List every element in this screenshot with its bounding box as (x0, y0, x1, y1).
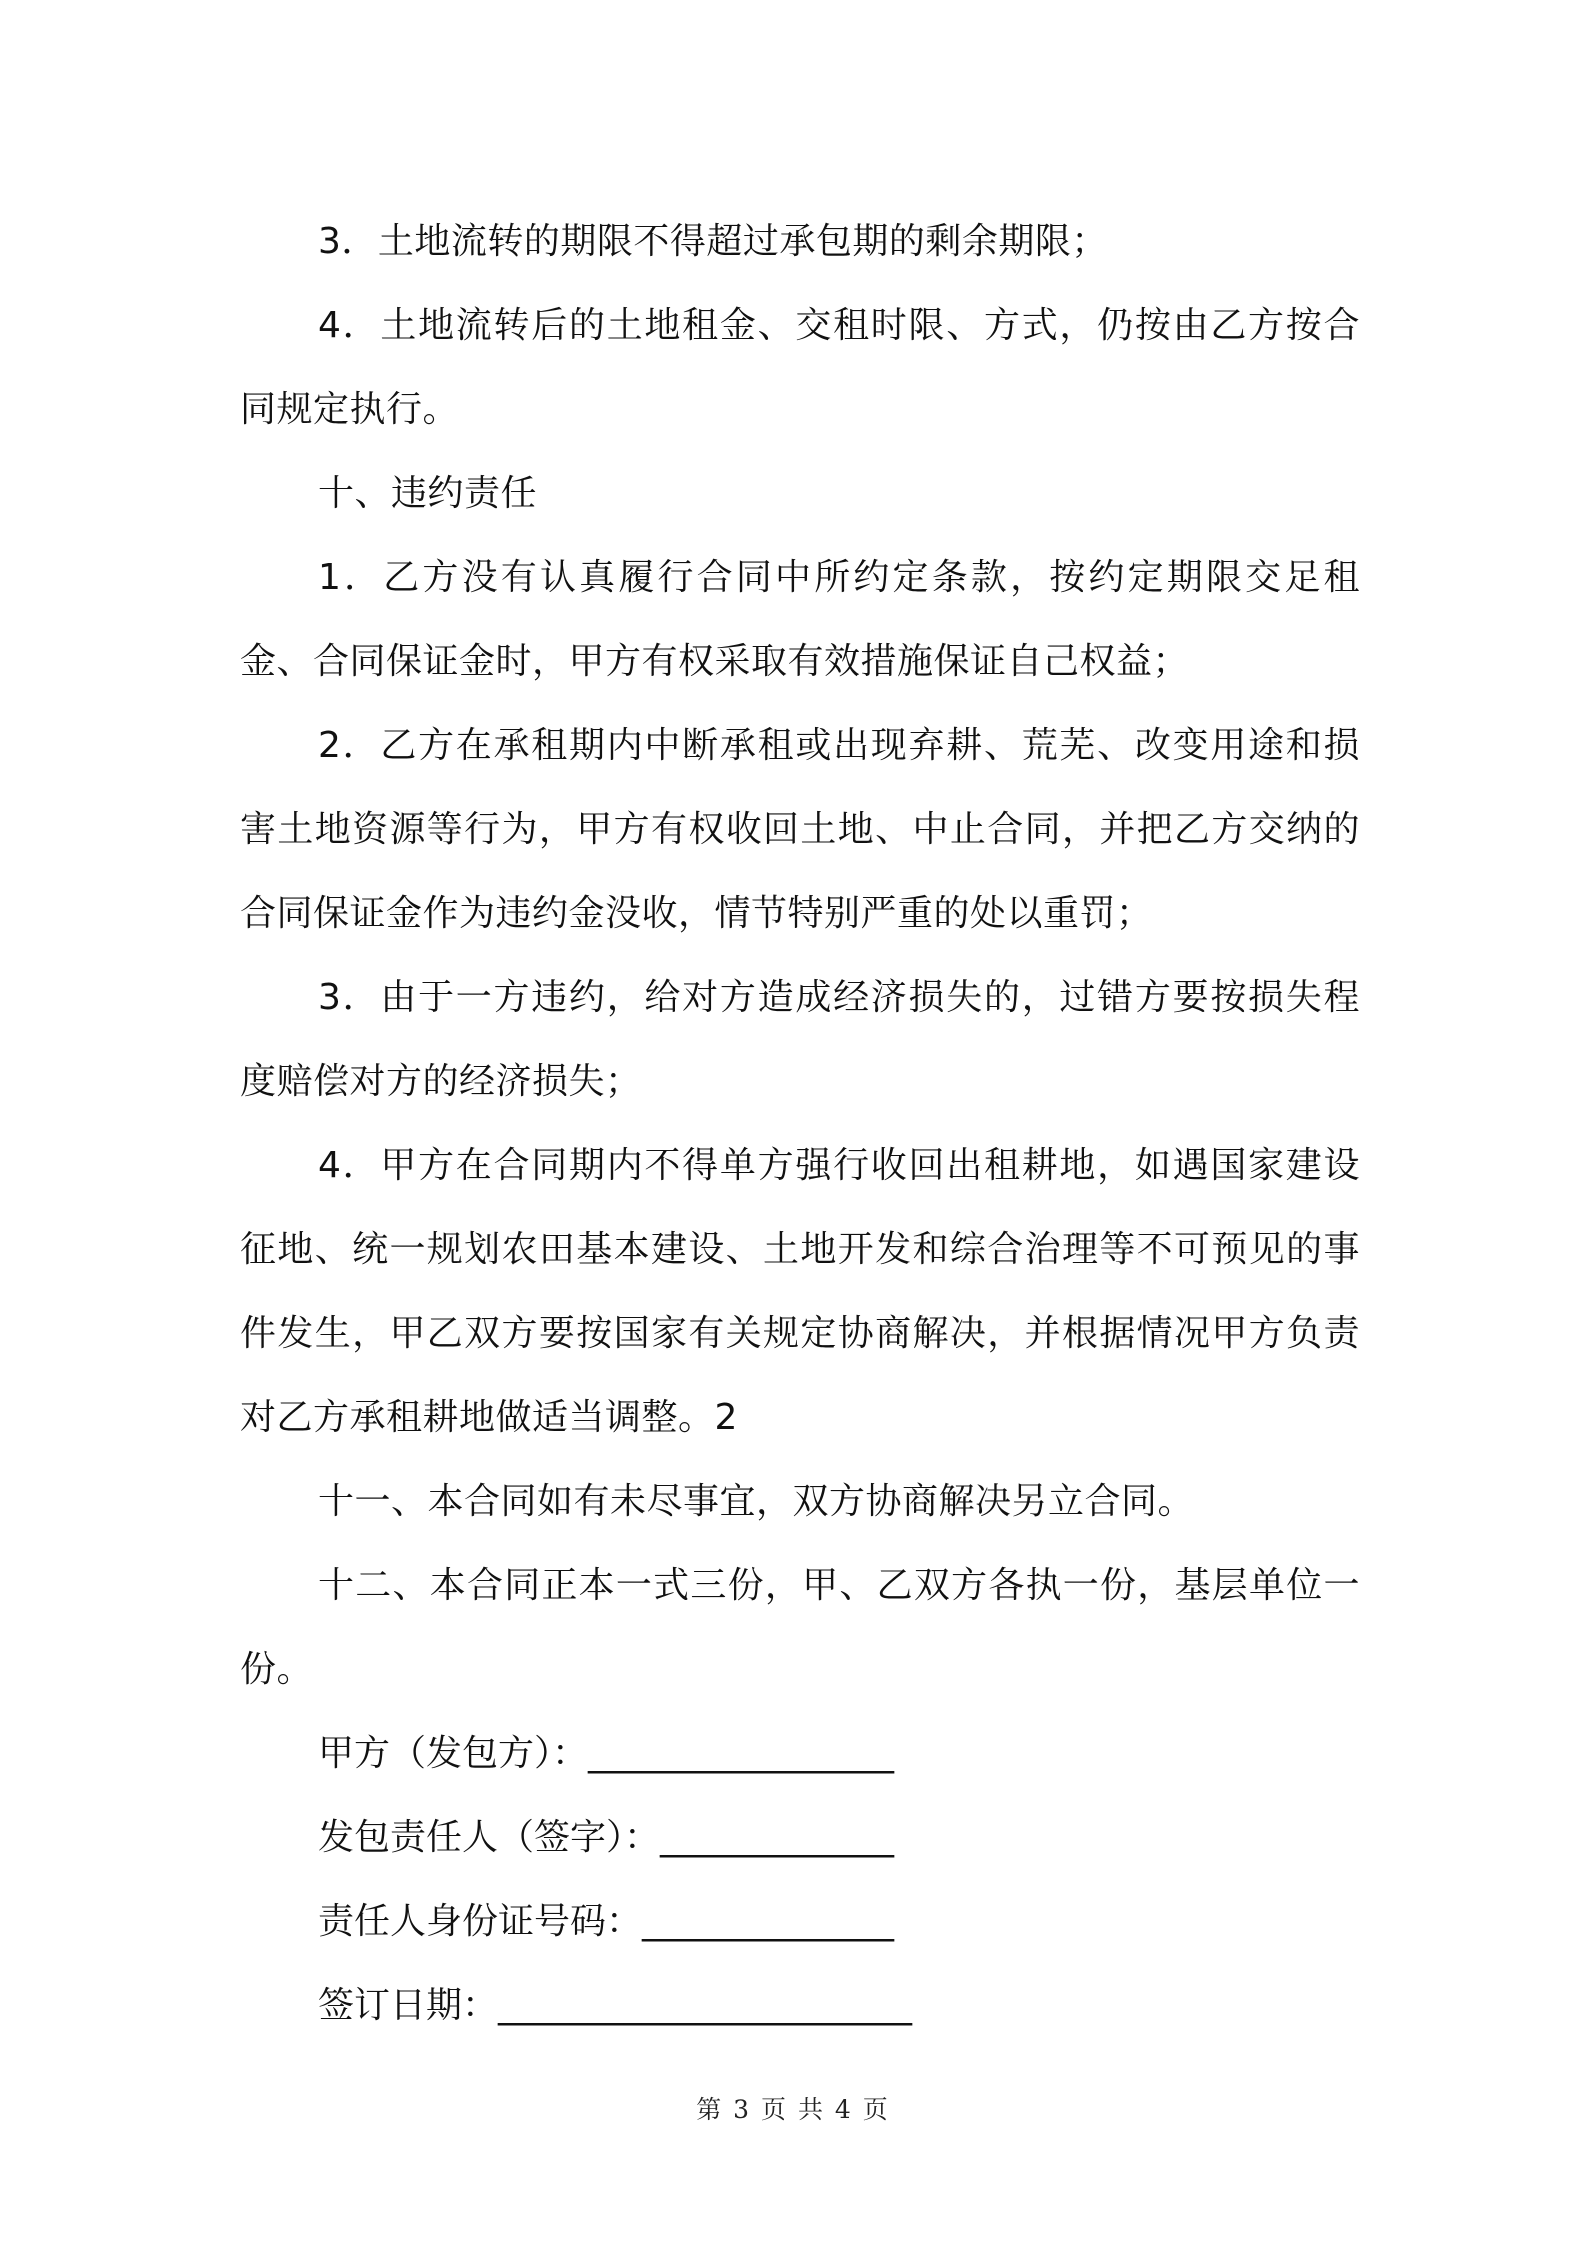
section-heading-liability: 十、违约责任 (318, 473, 538, 514)
paragraph-clause-10-1: 1．乙方没有认真履行合同中所约定条款，按约定期限交足租金、合同保证金时，甲方有权采取有效措施保证自己权益； (240, 557, 1360, 682)
paragraph-clause-9-3: 3．土地流转的期限不得超过承包期的剩余期限； (318, 221, 1108, 262)
document-body (240, 200, 1360, 2048)
page-number: 第 3 页 共 4 页 (696, 2095, 890, 2124)
paragraph-clause-11: 十一、本合同如有未尽事宜，双方协商解决另立合同。 (318, 1481, 1195, 1522)
signature-date: 签订日期：_______________________ (318, 1985, 913, 2026)
paragraph-clause-9-4: 4．土地流转后的土地租金、交租时限、方式，仍按由乙方按合同规定执行。 (240, 305, 1360, 430)
paragraph-clause-10-2: 2．乙方在承租期内中断承租或出现弃耕、荒芜、改变用途和损害土地资源等行为，甲方有权收回土地、中止合同，并把乙方交纳的合同保证金作为违约金没收，情节特别严重的处以重罚； (240, 725, 1360, 934)
paragraph-clause-12: 十二、本合同正本一式三份，甲、乙双方各执一份，基层单位一份。 (240, 1565, 1360, 1690)
paragraph-clause-10-3: 3．由于一方违约，给对方造成经济损失的，过错方要按损失程度赔偿对方的经济损失； (240, 977, 1360, 1102)
signature-party-a: 甲方（发包方）：_________________ (318, 1733, 895, 1774)
signature-id-number: 责任人身份证号码：______________ (318, 1901, 895, 1942)
paragraph-clause-10-4: 4．甲方在合同期内不得单方强行收回出租耕地，如遇国家建设征地、统一规划农田基本建设、土地开发和综合治理等不可预见的事件发生，甲乙双方要按国家有关规定协商解决，并根据情况甲方负责对乙方承租耕地做适当调整。2 (240, 1145, 1360, 1438)
signature-responsible-person: 发包责任人（签字）：_____________ (318, 1817, 895, 1858)
